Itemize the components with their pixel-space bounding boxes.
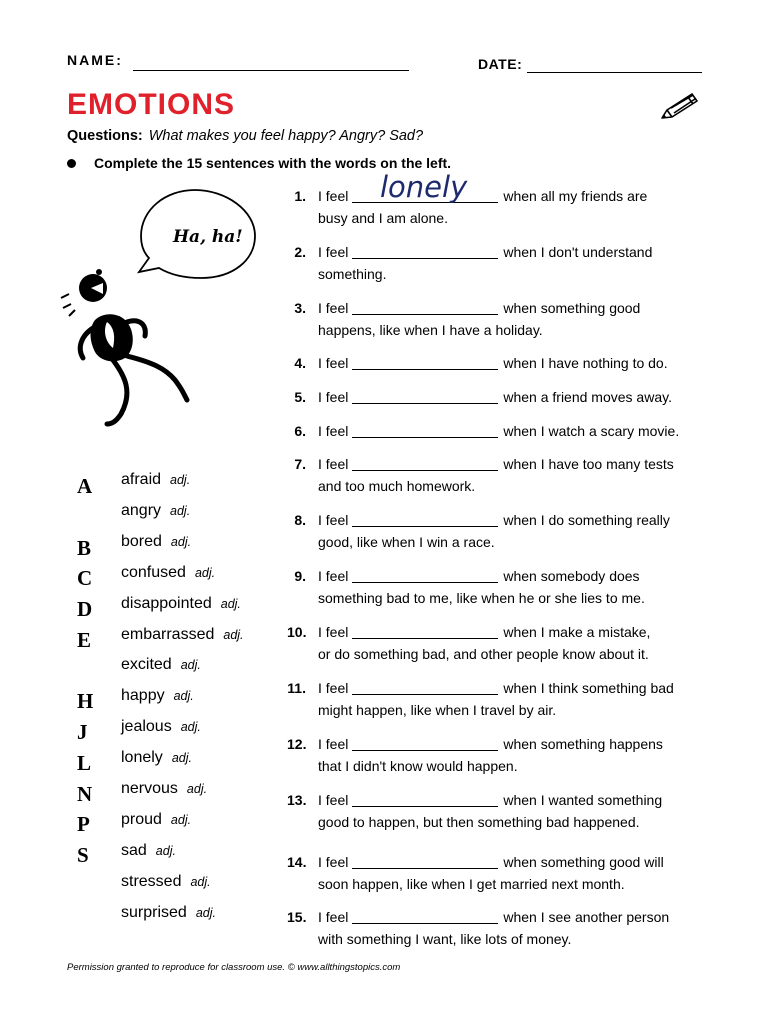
word-bank-item	[121, 471, 190, 489]
sentence-post: when I wanted something	[503, 792, 663, 808]
sentence-pre: I feel	[318, 680, 349, 696]
index-letter: L	[77, 751, 92, 775]
sentence-post: when all my friends are	[503, 188, 648, 204]
part-of-speech: adj.	[223, 627, 244, 642]
word-text: excited	[121, 656, 172, 674]
word-bank-item	[121, 718, 201, 736]
sentence-post: when somebody does	[503, 568, 640, 584]
sentence-pre: I feel	[318, 568, 349, 584]
word-text: happy	[121, 687, 165, 705]
answer-blank[interactable]	[352, 792, 498, 807]
sentence-number: 15.	[287, 909, 307, 925]
sentence-number: 2.	[294, 244, 306, 260]
sentence-line-2: good, like when I win a race.	[318, 534, 495, 550]
sentence-pre: I feel	[318, 188, 349, 204]
sentence-number: 9.	[294, 568, 306, 584]
word-text: embarrassed	[121, 625, 215, 643]
sentence-pre: I feel	[318, 389, 349, 405]
index-letter: A	[77, 474, 93, 498]
sentence-number: 13.	[287, 792, 307, 808]
word-bank-item	[121, 626, 244, 644]
index-letter: P	[77, 812, 90, 836]
sentence-pre: I feel	[318, 355, 349, 371]
sentence-number: 5.	[294, 389, 306, 405]
instruction-text: Complete the 15 sentences with the words on the left.	[94, 155, 452, 171]
word-bank-item	[121, 502, 190, 520]
part-of-speech: adj.	[170, 534, 192, 549]
sentence-post: when I make a mistake,	[503, 624, 651, 640]
word-text: afraid	[121, 471, 162, 488]
name-field[interactable]	[133, 52, 409, 71]
word-bank-item	[121, 749, 192, 767]
word-bank-item	[121, 595, 241, 613]
sentence-line-1	[318, 909, 669, 925]
questions-text: What makes you feel happy? Angry? Sad?	[148, 128, 424, 144]
questions-label: Questions:	[67, 128, 143, 144]
sentence-line-1	[318, 244, 652, 260]
index-letter: D	[77, 597, 93, 621]
part-of-speech: adj.	[170, 503, 191, 518]
part-of-speech: adj.	[171, 751, 192, 766]
sentence-pre: I feel	[318, 423, 349, 439]
sentence-post: when something happens	[503, 736, 663, 752]
questions-line	[67, 128, 423, 144]
sentence-number: 6.	[294, 423, 306, 439]
word-text: surprised	[121, 903, 187, 921]
answer-blank[interactable]	[352, 512, 498, 527]
sentence-post: when I think something bad	[503, 680, 674, 696]
word-bank-item	[121, 780, 207, 798]
date-field[interactable]	[527, 54, 702, 73]
bullet-icon	[67, 159, 76, 168]
word-text: lonely	[121, 749, 163, 767]
sentence-number: 8.	[294, 512, 306, 528]
sentence-line-1	[318, 512, 670, 528]
answer-blank[interactable]	[352, 854, 498, 869]
part-of-speech: adj.	[170, 473, 191, 487]
word-bank-item	[121, 533, 191, 551]
sentence-line-2: busy and I am alone.	[318, 210, 448, 226]
footer-permission: Permission granted to reproduce for classroom use. © www.allthingstopics.com	[67, 962, 401, 973]
date-label: DATE:	[478, 56, 523, 72]
sentence-pre: I feel	[318, 244, 349, 260]
word-bank-item	[121, 811, 191, 829]
part-of-speech: adj.	[195, 905, 216, 920]
sentence-line-1	[318, 568, 640, 584]
sentence-pre: I feel	[318, 792, 349, 808]
word-text: sad	[121, 841, 147, 859]
sentence-line-1	[318, 456, 674, 472]
sentence-line-2: good to happen, but then something bad happened.	[318, 814, 640, 830]
answer-blank[interactable]	[352, 909, 498, 924]
part-of-speech: adj.	[170, 812, 192, 827]
index-letter: N	[77, 782, 93, 806]
sentence-number: 3.	[294, 300, 306, 316]
part-of-speech: adj.	[190, 874, 211, 889]
index-letter: J	[77, 720, 88, 744]
answer-blank[interactable]	[352, 244, 498, 259]
sentence-post: when a friend moves away.	[503, 389, 672, 405]
sentence-line-1	[318, 188, 647, 204]
word-bank-item	[121, 564, 215, 582]
sentence-number: 10.	[287, 624, 307, 640]
word-text: jealous	[121, 718, 172, 736]
sentence-line-1	[318, 355, 668, 371]
sentence-line-1	[318, 300, 640, 316]
word-bank-item	[121, 904, 216, 922]
part-of-speech: adj.	[180, 658, 201, 673]
sentence-pre: I feel	[318, 854, 349, 870]
sentence-pre: I feel	[318, 456, 349, 472]
part-of-speech: adj.	[180, 720, 201, 735]
index-letter: C	[77, 566, 93, 590]
part-of-speech: adj.	[186, 782, 208, 796]
sentence-pre: I feel	[318, 512, 349, 528]
sentence-post: when I don't understand	[503, 244, 653, 260]
sentence-post: when I see another person	[503, 909, 670, 925]
name-label: NAME:	[67, 52, 123, 68]
page-title: EMOTIONS	[67, 88, 236, 121]
sentence-line-2: happens, like when I have a holiday.	[318, 322, 543, 338]
answer-blank[interactable]	[352, 456, 498, 471]
word-bank-item	[121, 687, 194, 705]
instruction	[67, 155, 451, 171]
sentence-post: when I have nothing to do.	[503, 355, 668, 371]
sentence-pre: I feel	[318, 736, 349, 752]
word-text: proud	[121, 810, 162, 828]
word-text: confused	[121, 563, 186, 581]
answer-blank[interactable]	[352, 680, 498, 695]
answer-blank[interactable]	[352, 736, 498, 751]
speech-text: Ha, ha!	[173, 227, 243, 247]
answer-blank[interactable]	[352, 355, 498, 370]
part-of-speech: adj.	[173, 689, 194, 704]
laughing-figure-svg	[55, 188, 265, 438]
answer-blank[interactable]	[352, 624, 498, 639]
sentence-number: 14.	[287, 854, 307, 870]
sentence-line-2: might happen, like when I travel by air.	[318, 702, 557, 718]
sentence-post: when something good	[503, 300, 641, 316]
index-letter: S	[77, 843, 89, 867]
sentence-line-2: that I didn't know would happen.	[318, 758, 518, 774]
word-text: stressed	[121, 872, 182, 890]
sentence-pre: I feel	[318, 300, 349, 316]
word-text: angry	[121, 501, 162, 519]
part-of-speech: adj.	[155, 843, 176, 858]
word-text: nervous	[121, 780, 178, 797]
sentence-number: 1.	[294, 188, 306, 204]
part-of-speech: adj.	[220, 596, 241, 611]
sentence-line-2: something bad to me, like when he or she lies to me.	[318, 590, 645, 606]
sentence-line-1	[318, 624, 650, 640]
word-bank-item	[121, 656, 201, 674]
sentence-number: 12.	[287, 736, 307, 752]
pencil-icon	[658, 88, 702, 124]
sentence-line-2: with something I want, like lots of money.	[318, 931, 572, 947]
handwritten-answer: lonely	[380, 170, 468, 204]
sentence-line-2: or do something bad, and other people know about it.	[318, 646, 649, 662]
sentence-line-1	[318, 736, 663, 752]
index-letter: E	[77, 628, 92, 652]
sentence-line-1	[318, 423, 679, 439]
sentence-post: when something good will	[503, 854, 664, 870]
answer-blank[interactable]	[352, 423, 498, 438]
sentence-line-2: soon happen, like when I get married next month.	[318, 876, 625, 892]
sentence-pre: I feel	[318, 624, 349, 640]
sentence-number: 11.	[287, 680, 306, 696]
sentence-line-2: and too much homework.	[318, 478, 476, 494]
sentence-line-1	[318, 854, 664, 870]
answer-blank[interactable]	[352, 568, 498, 583]
sentence-post: when I have too many tests	[503, 456, 674, 472]
index-letter: B	[77, 536, 92, 560]
sentence-pre: I feel	[318, 909, 349, 925]
laughing-figure-illustration	[55, 188, 265, 438]
answer-blank[interactable]	[352, 300, 498, 315]
sentence-number: 4.	[294, 355, 306, 371]
sentence-line-1	[318, 680, 674, 696]
index-letter: H	[77, 689, 94, 713]
word-text: bored	[121, 532, 162, 550]
word-bank-item	[121, 842, 176, 860]
word-bank-item	[121, 873, 211, 891]
sentence-post: when I watch a scary movie.	[503, 423, 680, 439]
part-of-speech: adj.	[194, 565, 216, 580]
answer-blank[interactable]	[352, 389, 498, 404]
sentence-line-1	[318, 792, 662, 808]
sentence-post: when I do something really	[503, 512, 670, 528]
sentence-number: 7.	[294, 456, 306, 472]
word-text: disappointed	[121, 594, 212, 612]
sentence-line-1	[318, 389, 672, 405]
sentence-line-2: something.	[318, 266, 387, 282]
